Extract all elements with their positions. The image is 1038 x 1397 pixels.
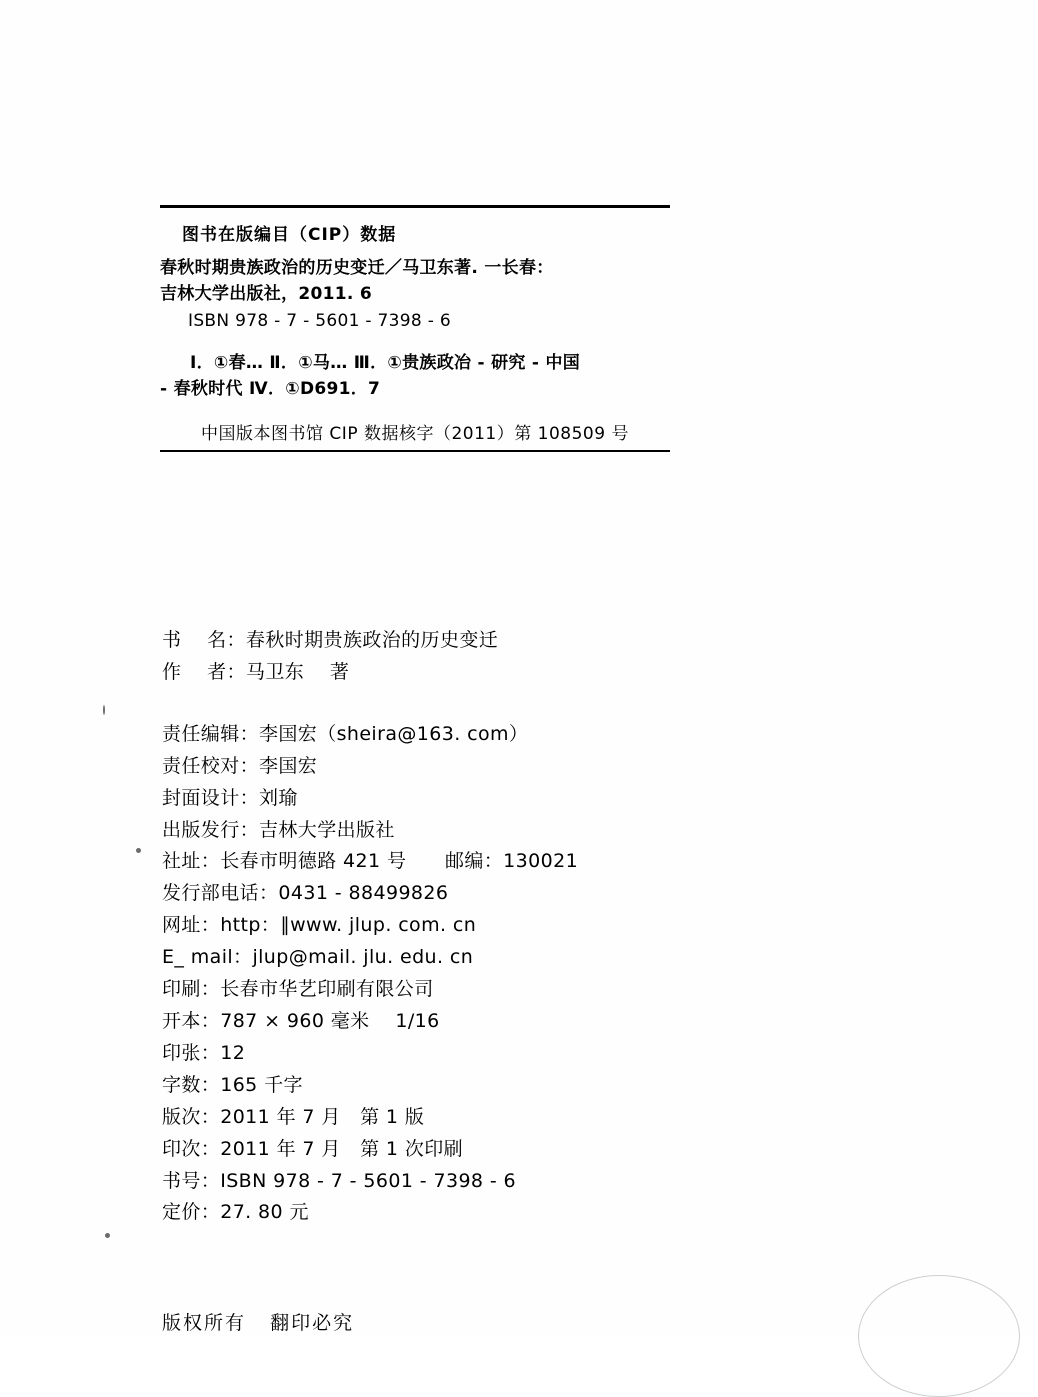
cip-classification-line-2: - 春秋时代 Ⅳ．①D691．7 xyxy=(160,379,381,400)
book-title-row: 书 名：春秋时期贵族政治的历史变迁 xyxy=(162,629,499,651)
scan-speckle xyxy=(105,1233,110,1238)
cip-data-block xyxy=(160,205,670,452)
copyright-notice: 版权所有 翻印必究 xyxy=(162,1312,355,1334)
scan-speckle xyxy=(103,705,105,715)
address-row: 社址：长春市明德路 421 号 邮编：130021 xyxy=(162,850,579,873)
sheets-row: 印张：12 xyxy=(162,1041,246,1064)
colophon-block xyxy=(162,625,922,1229)
printer-row: 印刷：长春市华艺印刷有限公司 xyxy=(162,978,434,1001)
cip-bottom-rule xyxy=(160,450,670,452)
phone-row: 发行部电话：0431 - 88499826 xyxy=(162,882,449,905)
impression-row: 印次：2011 年 7 月 第 1 次印刷 xyxy=(162,1137,464,1160)
book-author-row: 作 者：马卫东 著 xyxy=(162,660,350,683)
isbn-row: 书号：ISBN 978 - 7 - 5601 - 7398 - 6 xyxy=(162,1169,517,1192)
cover-designer-row: 封面设计：刘瑜 xyxy=(162,786,298,809)
colophon-spacer xyxy=(162,689,922,719)
cip-line-1: 春秋时期贵族政治的历史变迁／马卫东著. 一长春： xyxy=(160,258,554,278)
cip-line-2: 吉林大学出版社，2011. 6 xyxy=(160,284,373,305)
website-row: 网址：http：∥www. jlup. com. cn xyxy=(162,914,477,937)
cip-top-rule xyxy=(160,205,670,208)
cip-heading: 图书在版编目（CIP）数据 xyxy=(182,225,397,245)
price-row: 定价：27. 80 元 xyxy=(162,1201,309,1224)
scan-speckle xyxy=(136,848,141,853)
edition-row: 版次：2011 年 7 月 第 1 版 xyxy=(162,1105,425,1128)
format-row: 开本：787 × 960 毫米 1/16 xyxy=(162,1009,440,1032)
cip-isbn-line: ISBN 978 - 7 - 5601 - 7398 - 6 xyxy=(188,310,451,331)
proofreader-row: 责任校对：李国宏 xyxy=(162,754,318,777)
word-count-row: 字数：165 千字 xyxy=(162,1073,303,1096)
responsible-editor-row: 责任编辑：李国宏（sheira@163. com） xyxy=(162,722,529,745)
email-row: E_ mail：jlup@mail. jlu. edu. cn xyxy=(162,946,474,969)
page-corner-arc xyxy=(858,1275,1020,1397)
cip-registration-number: 中国版本图书馆 CIP 数据核字（2011）第 108509 号 xyxy=(201,423,629,444)
publisher-row: 出版发行：吉林大学出版社 xyxy=(162,818,395,841)
cip-classification-line-1: Ⅰ．①春… Ⅱ．①马… Ⅲ．①贵族政冶 - 研究 - 中国 xyxy=(190,353,581,374)
